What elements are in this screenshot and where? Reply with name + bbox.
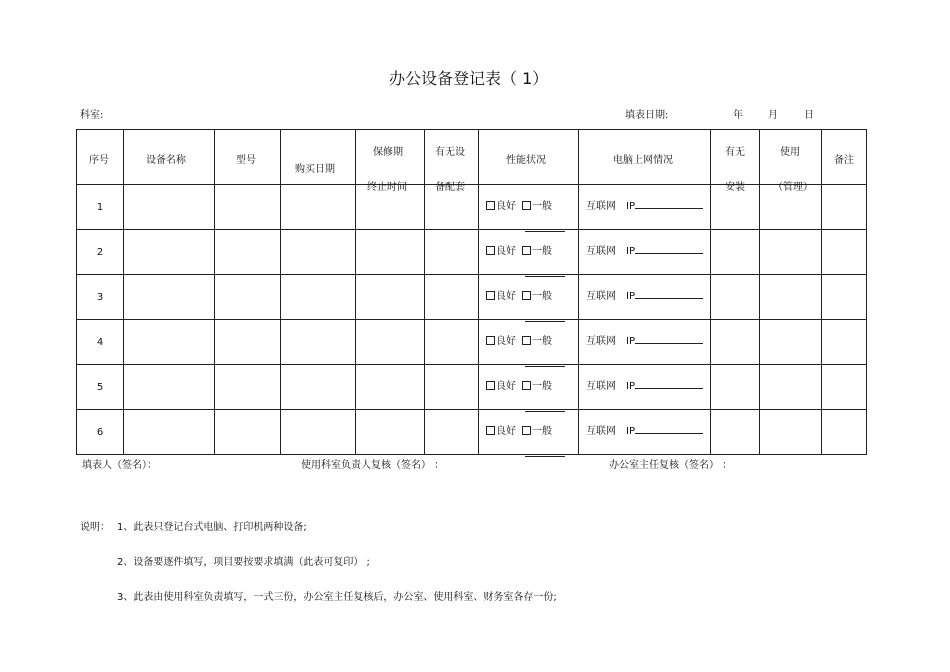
warranty-cell[interactable] xyxy=(356,275,425,320)
remark-cell[interactable] xyxy=(822,320,867,365)
network-info xyxy=(586,377,703,392)
install-cell[interactable] xyxy=(711,410,760,455)
install-cell[interactable] xyxy=(711,275,760,320)
model-cell[interactable] xyxy=(215,275,281,320)
network-cell[interactable] xyxy=(579,230,711,275)
registration-table xyxy=(76,129,867,455)
warranty-cell[interactable] xyxy=(356,230,425,275)
notes-item-2: 2、设备要逐件填写，项目要按要求填满（此表可复印） ; xyxy=(117,557,370,568)
remark-cell[interactable] xyxy=(822,185,867,230)
accessory-cell[interactable] xyxy=(425,410,479,455)
fill-date-day: 日 xyxy=(804,110,814,121)
usage-cell[interactable] xyxy=(760,185,822,230)
name-cell[interactable] xyxy=(124,365,215,410)
performance-options xyxy=(486,377,552,392)
ip-label: IP xyxy=(626,201,635,212)
network-info xyxy=(586,422,703,437)
form-title: 办公设备登记表（ 1） xyxy=(389,69,549,88)
network-label: 互联网 xyxy=(586,291,616,302)
purchase-date-cell[interactable] xyxy=(281,230,356,275)
warranty-cell[interactable] xyxy=(356,320,425,365)
network-cell[interactable] xyxy=(579,320,711,365)
header-network-text: 电脑上网情况 xyxy=(613,155,673,166)
seq-number: 6 xyxy=(96,426,104,438)
accessory-cell[interactable] xyxy=(425,365,479,410)
normal-checkbox[interactable] xyxy=(522,426,531,435)
purchase-date-cell[interactable] xyxy=(281,365,356,410)
normal-label: 一般 xyxy=(532,426,552,437)
table-row xyxy=(77,365,867,410)
install-cell[interactable] xyxy=(711,185,760,230)
normal-label: 一般 xyxy=(532,336,552,347)
header-model-text: 型号 xyxy=(236,155,256,166)
performance-cell[interactable] xyxy=(479,230,579,275)
seq-cell xyxy=(77,230,124,275)
performance-options xyxy=(486,332,552,347)
fill-date-label: 填表日期: xyxy=(625,110,669,121)
name-cell[interactable] xyxy=(124,185,215,230)
good-label: 良好 xyxy=(496,291,516,302)
normal-checkbox[interactable] xyxy=(522,336,531,345)
fill-date-year: 年 xyxy=(733,110,743,121)
name-cell[interactable] xyxy=(124,275,215,320)
name-cell[interactable] xyxy=(124,320,215,365)
purchase-date-cell[interactable] xyxy=(281,320,356,365)
header-performance xyxy=(479,130,579,185)
seq-cell xyxy=(77,185,124,230)
header-usage-line2: （管理） xyxy=(773,182,813,193)
table-row xyxy=(77,410,867,455)
normal-checkbox[interactable] xyxy=(522,201,531,210)
good-label: 良好 xyxy=(496,246,516,257)
header-install-line1: 有无 xyxy=(725,147,745,158)
normal-label: 一般 xyxy=(532,201,552,212)
install-cell[interactable] xyxy=(711,365,760,410)
table-row xyxy=(77,230,867,275)
network-info xyxy=(586,332,703,347)
good-label: 良好 xyxy=(496,336,516,347)
network-cell[interactable] xyxy=(579,365,711,410)
model-cell[interactable] xyxy=(215,365,281,410)
table-row xyxy=(77,320,867,365)
model-cell[interactable] xyxy=(215,320,281,365)
seq-cell xyxy=(77,275,124,320)
seq-number: 3 xyxy=(96,291,104,303)
signature-reviewer: 使用科室负责人复核（签名） ： xyxy=(301,460,445,471)
normal-checkbox[interactable] xyxy=(522,246,531,255)
accessory-cell[interactable] xyxy=(425,320,479,365)
good-checkbox[interactable] xyxy=(486,246,495,255)
network-label: 互联网 xyxy=(586,246,616,257)
performance-cell[interactable] xyxy=(479,185,579,230)
header-install xyxy=(711,130,760,193)
accessory-cell[interactable] xyxy=(425,230,479,275)
dept-label: 科室: xyxy=(80,110,104,121)
network-cell[interactable] xyxy=(579,275,711,320)
ip-field[interactable] xyxy=(635,425,703,434)
header-model xyxy=(215,130,281,185)
network-label: 互联网 xyxy=(586,201,616,212)
performance-cell[interactable] xyxy=(479,320,579,365)
performance-cell[interactable] xyxy=(479,365,579,410)
fill-date-month: 月 xyxy=(768,110,778,121)
name-cell[interactable] xyxy=(124,410,215,455)
table-row xyxy=(77,275,867,320)
performance-cell[interactable] xyxy=(479,275,579,320)
model-cell[interactable] xyxy=(215,410,281,455)
network-label: 互联网 xyxy=(586,381,616,392)
name-cell[interactable] xyxy=(124,230,215,275)
remark-cell[interactable] xyxy=(822,365,867,410)
header-name xyxy=(124,130,215,185)
remark-cell[interactable] xyxy=(822,275,867,320)
normal-label: 一般 xyxy=(532,291,552,302)
ip-field[interactable] xyxy=(635,245,703,254)
usage-cell[interactable] xyxy=(760,230,822,275)
header-accessory-line2: 备配套 xyxy=(435,182,465,193)
good-checkbox[interactable] xyxy=(486,201,495,210)
usage-cell[interactable] xyxy=(760,410,822,455)
header-performance-text: 性能状况 xyxy=(506,155,546,166)
install-cell[interactable] xyxy=(711,320,760,365)
notes-intro: 说明： xyxy=(80,522,110,533)
network-info xyxy=(586,242,703,257)
remark-cell[interactable] xyxy=(822,230,867,275)
warranty-cell[interactable] xyxy=(356,410,425,455)
accessory-cell[interactable] xyxy=(425,185,479,230)
performance-underline xyxy=(525,456,565,457)
header-warranty-line1: 保修期 xyxy=(373,147,403,158)
header-accessory xyxy=(425,130,479,193)
header-remark-text: 备注 xyxy=(834,155,854,166)
warranty-cell[interactable] xyxy=(356,365,425,410)
seq-number: 1 xyxy=(96,201,104,213)
seq-number: 4 xyxy=(96,336,104,348)
purchase-date-cell[interactable] xyxy=(281,185,356,230)
ip-field[interactable] xyxy=(635,290,703,299)
header-warranty xyxy=(356,130,425,193)
purchase-date-cell[interactable] xyxy=(281,275,356,320)
network-cell[interactable] xyxy=(579,410,711,455)
good-checkbox[interactable] xyxy=(486,336,495,345)
ip-field[interactable] xyxy=(635,380,703,389)
header-purchase-date xyxy=(281,130,356,185)
usage-cell[interactable] xyxy=(760,365,822,410)
header-install-line2: 安装 xyxy=(725,182,745,193)
header-usage-line1: 使用 xyxy=(780,147,800,158)
normal-checkbox[interactable] xyxy=(522,381,531,390)
good-checkbox[interactable] xyxy=(486,426,495,435)
signature-director: 办公室主任复核（签名） ： xyxy=(609,460,733,471)
ip-label: IP xyxy=(626,291,635,302)
model-cell[interactable] xyxy=(215,230,281,275)
notes-item-3: 3、此表由使用科室负责填写，一式三份，办公室主任复核后，办公室、使用科室、财务室各存一份; xyxy=(117,592,557,603)
header-network xyxy=(579,130,711,185)
ip-field[interactable] xyxy=(635,200,703,209)
ip-label: IP xyxy=(626,246,635,257)
header-usage xyxy=(760,130,822,193)
usage-cell[interactable] xyxy=(760,275,822,320)
network-label: 互联网 xyxy=(586,426,616,437)
normal-label: 一般 xyxy=(532,381,552,392)
accessory-cell[interactable] xyxy=(425,275,479,320)
network-cell[interactable] xyxy=(579,185,711,230)
normal-label: 一般 xyxy=(532,246,552,257)
good-checkbox[interactable] xyxy=(486,291,495,300)
remark-cell[interactable] xyxy=(822,410,867,455)
header-seq-text: 序号 xyxy=(89,155,109,166)
header-name-text: 设备名称 xyxy=(146,155,186,166)
seq-cell xyxy=(77,320,124,365)
header-purchase-date-text: 购买日期 xyxy=(295,164,335,175)
ip-label: IP xyxy=(626,426,635,437)
ip-label: IP xyxy=(626,381,635,392)
notes-item-1: 1、此表只登记台式电脑、打印机两种设备; xyxy=(117,522,307,533)
seq-number: 5 xyxy=(96,381,104,393)
performance-options xyxy=(486,422,552,437)
good-label: 良好 xyxy=(496,426,516,437)
network-info xyxy=(586,287,703,302)
usage-cell[interactable] xyxy=(760,320,822,365)
seq-cell xyxy=(77,365,124,410)
header-row xyxy=(77,130,867,185)
header-accessory-line1: 有无设 xyxy=(435,147,465,158)
model-cell[interactable] xyxy=(215,185,281,230)
network-label: 互联网 xyxy=(586,336,616,347)
table-row xyxy=(77,185,867,230)
performance-options xyxy=(486,197,552,212)
header-remark xyxy=(822,130,867,185)
header-warranty-line2: 终止时间 xyxy=(367,182,407,193)
network-info xyxy=(586,197,703,212)
signature-filler: 填表人（签名）： xyxy=(82,460,157,471)
performance-options xyxy=(486,242,552,257)
purchase-date-cell[interactable] xyxy=(281,410,356,455)
performance-options xyxy=(486,287,552,302)
header-seq xyxy=(77,130,124,185)
ip-label: IP xyxy=(626,336,635,347)
good-checkbox[interactable] xyxy=(486,381,495,390)
normal-checkbox[interactable] xyxy=(522,291,531,300)
seq-number: 2 xyxy=(96,246,104,258)
good-label: 良好 xyxy=(496,201,516,212)
seq-cell xyxy=(77,410,124,455)
ip-field[interactable] xyxy=(635,335,703,344)
good-label: 良好 xyxy=(496,381,516,392)
install-cell[interactable] xyxy=(711,230,760,275)
performance-cell[interactable] xyxy=(479,410,579,455)
warranty-cell[interactable] xyxy=(356,185,425,230)
